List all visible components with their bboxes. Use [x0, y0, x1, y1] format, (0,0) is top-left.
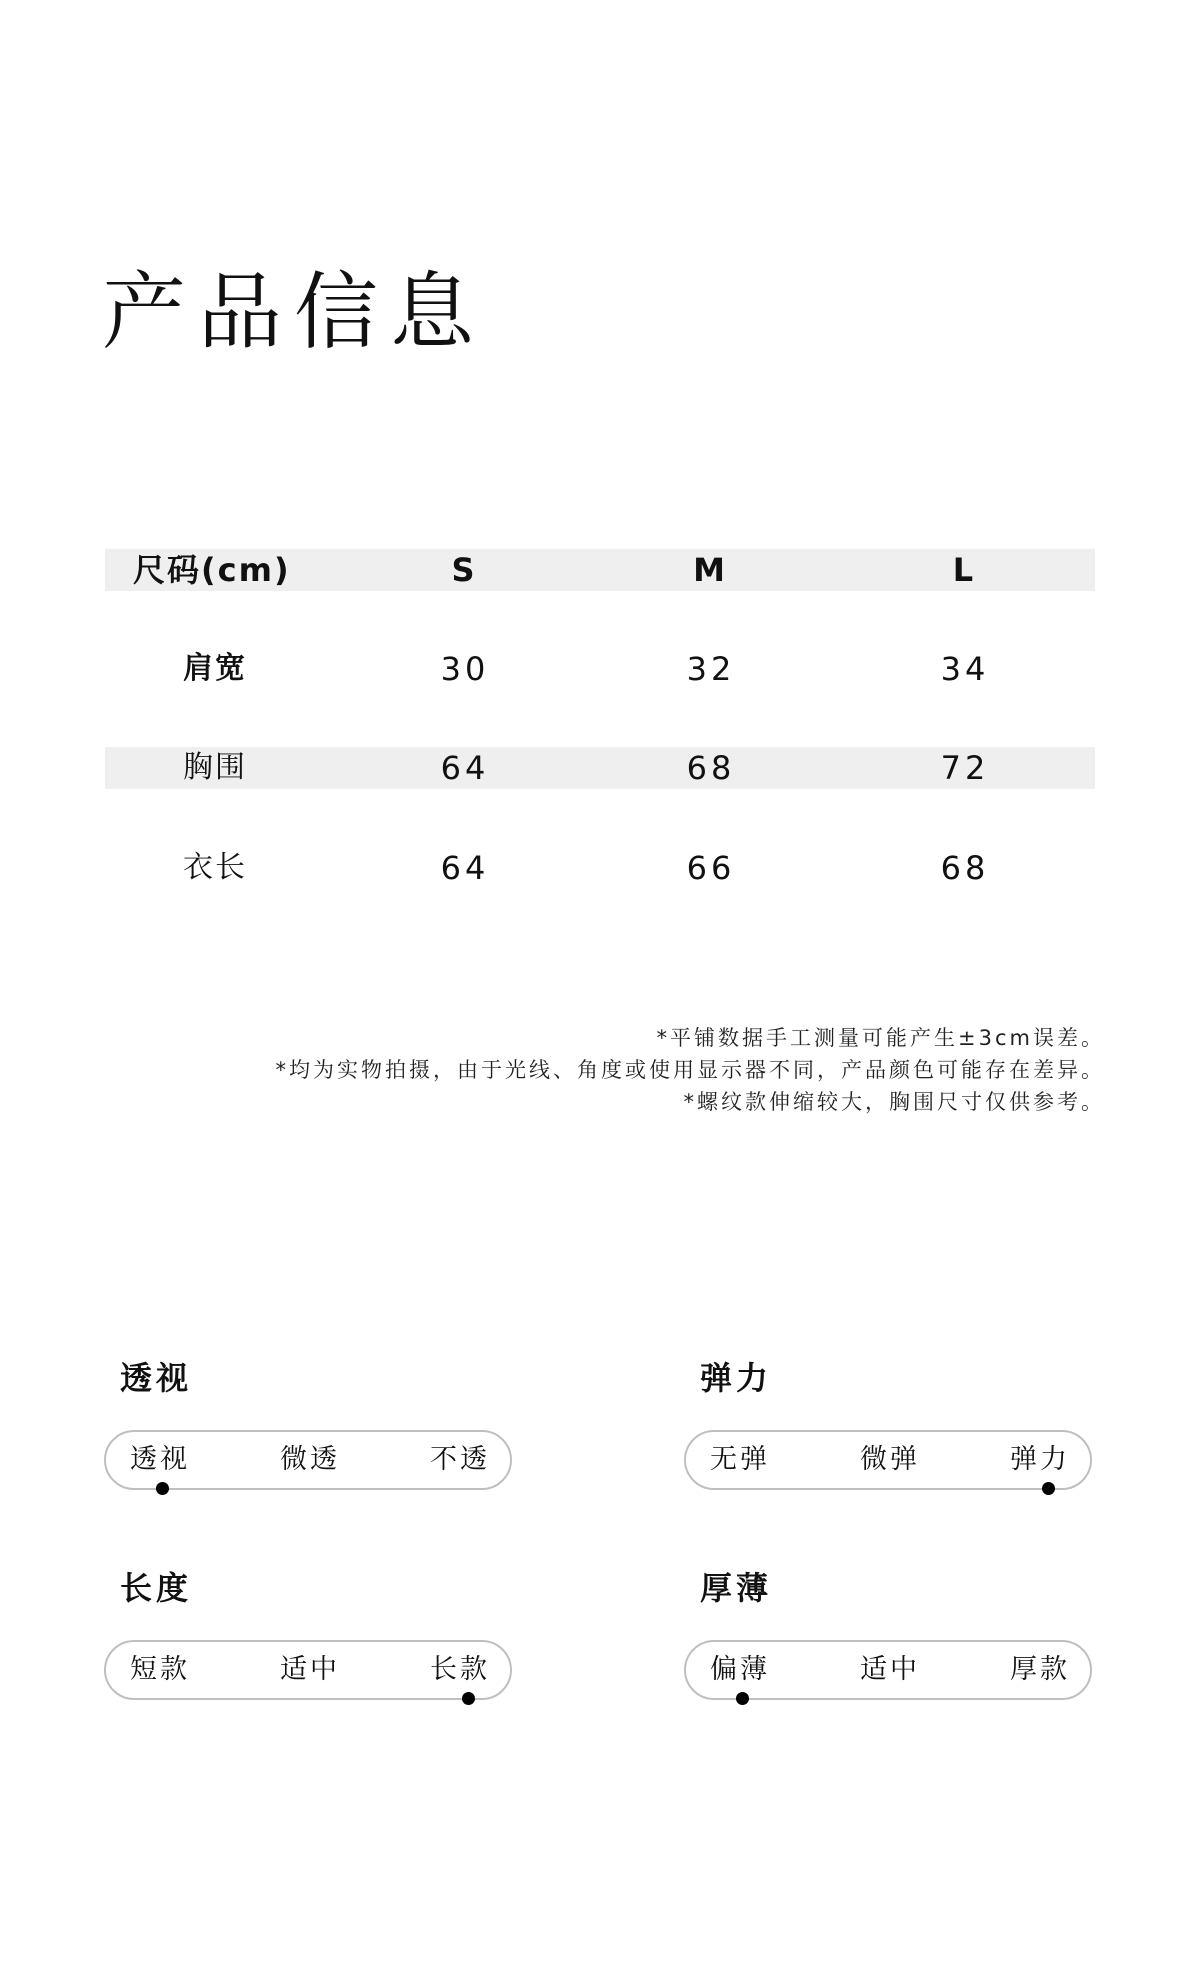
- attribute-scale: [684, 1430, 1092, 1490]
- cell-length-m: 66: [686, 849, 736, 887]
- attribute-scale: [104, 1430, 512, 1490]
- row-label-length: 衣长: [183, 850, 247, 885]
- note-line: *螺纹款伸缩较大，胸围尺寸仅供参考。: [683, 1090, 1105, 1114]
- table-row: [105, 847, 1095, 889]
- size-header-m: M: [693, 551, 729, 589]
- cell-shoulder-l: 34: [940, 650, 990, 688]
- selected-indicator-dot: [736, 1692, 749, 1705]
- cell-chest-l: 72: [940, 749, 990, 787]
- table-row: [105, 648, 1095, 690]
- table-row: [105, 747, 1095, 789]
- note-line: *均为实物拍摄，由于光线、角度或使用显示器不同，产品颜色可能存在差异。: [275, 1058, 1105, 1082]
- size-header-s: S: [451, 551, 479, 589]
- scale-option[interactable]: 适中: [860, 1654, 920, 1685]
- attribute-title: 长度: [120, 1569, 193, 1607]
- scale-option[interactable]: 偏薄: [710, 1654, 770, 1685]
- scale-option[interactable]: 微弹: [860, 1444, 920, 1475]
- attribute-scale: [104, 1640, 512, 1700]
- cell-chest-s: 64: [440, 749, 490, 787]
- attribute-scale: [684, 1640, 1092, 1700]
- scale-option[interactable]: 弹力: [1010, 1444, 1070, 1475]
- cell-chest-m: 68: [686, 749, 736, 787]
- cell-length-s: 64: [440, 849, 490, 887]
- cell-length-l: 68: [940, 849, 990, 887]
- attribute-title: 厚薄: [700, 1569, 773, 1607]
- scale-option[interactable]: 短款: [130, 1654, 190, 1685]
- selected-indicator-dot: [156, 1482, 169, 1495]
- scale-option[interactable]: 微透: [280, 1444, 340, 1475]
- scale-option[interactable]: 适中: [280, 1654, 340, 1685]
- page-title: 产品信息: [102, 263, 487, 361]
- note-line: *平铺数据手工测量可能产生±3cm误差。: [656, 1026, 1105, 1050]
- attribute-title: 透视: [120, 1359, 193, 1397]
- scale-option[interactable]: 长款: [430, 1654, 490, 1685]
- row-label-shoulder: 肩宽: [183, 651, 247, 686]
- scale-option[interactable]: 透视: [130, 1444, 190, 1475]
- size-header-label: 尺码(cm): [133, 551, 291, 589]
- size-header-l: L: [952, 551, 978, 589]
- cell-shoulder-m: 32: [686, 650, 736, 688]
- scale-option[interactable]: 不透: [430, 1444, 490, 1475]
- attribute-title: 弹力: [700, 1359, 773, 1397]
- size-table-header-row: [105, 549, 1095, 591]
- cell-shoulder-s: 30: [440, 650, 490, 688]
- selected-indicator-dot: [1042, 1482, 1055, 1495]
- scale-option[interactable]: 无弹: [710, 1444, 770, 1475]
- row-label-chest: 胸围: [183, 750, 247, 785]
- scale-option[interactable]: 厚款: [1010, 1654, 1070, 1685]
- measurement-notes: [276, 1022, 1106, 1118]
- selected-indicator-dot: [462, 1692, 475, 1705]
